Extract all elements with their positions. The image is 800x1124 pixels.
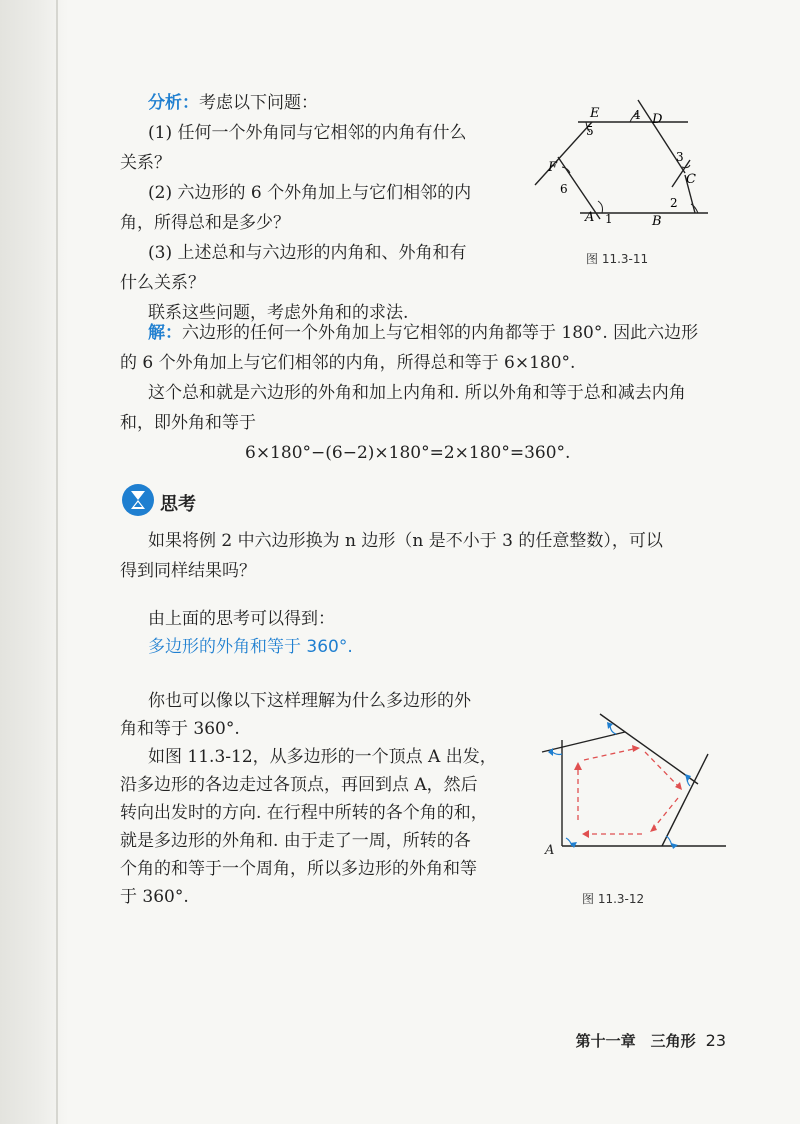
figure-11-3-12-polygon-walk (540, 712, 730, 877)
think-question-b: 得到同样结果吗？ (120, 561, 256, 581)
solution-line-2b: 和，即外角和等于 (120, 413, 256, 433)
think-title: 思考 (160, 494, 196, 515)
conclusion-statement: 多边形的外角和等于 360°. (148, 637, 353, 657)
question-3-line-b: 什么关系？ (120, 273, 205, 293)
fig1-angle-5: 5 (586, 124, 594, 138)
fig1-angle-3: 3 (676, 150, 684, 164)
analysis-intro-line (148, 92, 318, 114)
fig2-vertex-A: A (545, 843, 555, 858)
page-number: 23 (705, 1031, 726, 1050)
fig1-label-C: C (686, 172, 696, 187)
question-1-line-b: 关系？ (120, 153, 171, 173)
question-1-line-a: (1) 任何一个外角同与它相邻的内角有什么 (148, 123, 467, 143)
solution-formula: 6×180°−(6−2)×180°=2×180°=360°. (245, 443, 571, 463)
figure-11-3-11-hexagon (530, 95, 740, 255)
explain-line-6: 就是多边形的外角和. 由于走了一周，所转的各 (120, 831, 471, 851)
solution-label: 解： (148, 323, 182, 343)
conclusion-lead: 由上面的思考可以得到： (148, 609, 335, 629)
explain-line-8: 于 360°. (120, 887, 189, 907)
fig1-angle-4: 4 (633, 108, 641, 122)
explain-line-5: 转向出发时的方向. 在行程中所转的各个角的和， (120, 803, 488, 823)
fig1-label-A: A (585, 210, 595, 225)
figure-11-3-11-caption: 图 11.3-11 (586, 252, 649, 266)
explain-line-2: 角和等于 360°. (120, 719, 240, 739)
question-2-line-b: 角，所得总和是多少？ (120, 213, 290, 233)
figure-11-3-12-caption: 图 11.3-12 (582, 892, 645, 906)
think-question-a: 如果将例 2 中六边形换为 n 边形（n 是不小于 3 的任意整数），可以 (148, 531, 663, 551)
fig1-label-B: B (652, 214, 662, 229)
fig1-label-F: F (548, 160, 558, 175)
fig1-angle-6: 6 (560, 182, 568, 196)
solution-line-1a (148, 322, 698, 344)
solution-text-1a: 六边形的任何一个外角加上与它相邻的内角都等于 180°. 因此六边形 (182, 323, 699, 343)
fig1-label-D: D (652, 112, 663, 127)
footer-chapter: 第十一章 三角形 (575, 1032, 696, 1050)
analysis-label: 分析： (148, 93, 199, 113)
solution-line-2a: 这个总和就是六边形的外角和加上内角和. 所以外角和等于总和减去内角 (148, 383, 686, 403)
question-2-line-a: (2) 六边形的 6 个外角加上与它们相邻的内 (148, 183, 472, 203)
question-3-line-a: (3) 上述总和与六边形的内角和、外角和有 (148, 243, 467, 263)
explain-line-7: 个角的和等于一个周角，所以多边形的外角和等 (120, 859, 477, 879)
explain-line-4: 沿多边形的各边走过各顶点，再回到点 A，然后 (120, 775, 478, 795)
hourglass-icon (121, 483, 155, 517)
fig1-angle-2: 2 (670, 196, 678, 210)
fig1-label-E: E (590, 106, 600, 121)
analysis-intro: 考虑以下问题： (199, 93, 318, 113)
explain-line-1: 你也可以像以下这样理解为什么多边形的外 (148, 691, 471, 711)
page-edge (56, 0, 58, 1124)
fig1-angle-1: 1 (605, 212, 613, 226)
solution-line-1b: 的 6 个外角加上与它们相邻的内角，所得总和等于 6×180°. (120, 353, 576, 373)
explain-line-3: 如图 11.3-12，从多边形的一个顶点 A 出发， (148, 747, 497, 767)
analysis-link: 联系这些问题，考虑外角和的求法. (148, 303, 409, 323)
page-footer (576, 1030, 726, 1051)
